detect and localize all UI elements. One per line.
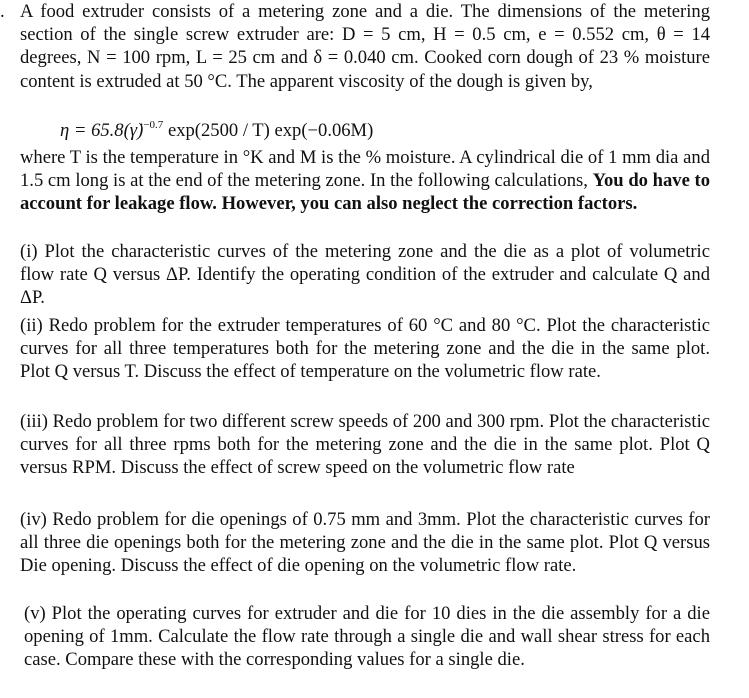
question-item-v bbox=[24, 602, 710, 672]
problem-intro: A food extruder consists of a metering zone and a die. The dimensions of the metering section of the single screw extruder are: D = 5 cm, H = 0.5 cm, e = 0.552 cm, θ = 14 degrees, N = 100 rpm, L = 25 cm and δ = 0.040 cm. Cooked corn dough of 23 % moisture content is extruded at 50 °C. The apparent viscosity of the dough is given by, bbox=[20, 1, 710, 92]
conditions-text: where T is the temperature in °K and M is the % moisture. A cylindrical die of 1 mm dia and 1.5 cm long is at the end of the metering zone. In the following calculations, bbox=[20, 147, 710, 192]
question-text: Plot the characteristic curves of the metering zone and the die as a plot of volumetric flow rate Q versus ΔP. Identify the operating condition of the extruder and calculate Q and ΔP. bbox=[20, 241, 710, 309]
equation-exponent: −0.7 bbox=[143, 119, 164, 131]
list-bullet: . bbox=[0, 1, 5, 22]
question-text: Redo problem for two different screw speeds of 200 and 300 rpm. Plot the characteristic curves for all three rpms both for the metering zone and the die in the same plot. Plot Q versus RPM. Discuss the effect of screw speed on the volumetric flow rate bbox=[20, 411, 710, 479]
question-text: Redo problem for die openings of 0.75 mm and 3mm. Plot the characteristic curves for all three die openings both for the metering zone and the die in the same plot. Plot Q versus Die opening. Discuss the effect of die opening on the volumetric flow rate. bbox=[20, 509, 710, 577]
question-label: (v) bbox=[24, 603, 46, 624]
leakage-instruction: You do have to account for leakage flow. However, you can also neglect the correction factors. bbox=[20, 170, 711, 215]
question-label: (iv) bbox=[20, 509, 47, 530]
equation-lhs: η = 65.8(γ̇) bbox=[60, 120, 144, 141]
question-label: (ii) bbox=[20, 315, 43, 336]
question-item-iv bbox=[20, 508, 710, 578]
question-label: (i) bbox=[20, 241, 38, 262]
viscosity-equation bbox=[60, 119, 373, 145]
question-item-i bbox=[20, 240, 710, 310]
question-text: Redo problem for the extruder temperatures of 60 °C and 80 °C. Plot the characteristic curves for all three temperatures both for the metering zone and the die in the same plot. Plot Q versus T. Discuss the effect of temperature on the volumetric flow rate. bbox=[20, 315, 710, 383]
equation-rhs: exp(2500 / T) exp(−0.06M) bbox=[163, 120, 374, 141]
question-item-iii bbox=[20, 410, 710, 480]
conditions-paragraph bbox=[20, 146, 710, 216]
question-item-ii bbox=[20, 314, 710, 384]
question-label: (iii) bbox=[20, 411, 48, 432]
question-text: Plot the operating curves for extruder and die for 10 dies in the die assembly for a die opening of 1mm. Calculate the flow rate through a single die and wall shear stress for each case. Compare these with the corresponding values for a single die. bbox=[24, 603, 710, 671]
